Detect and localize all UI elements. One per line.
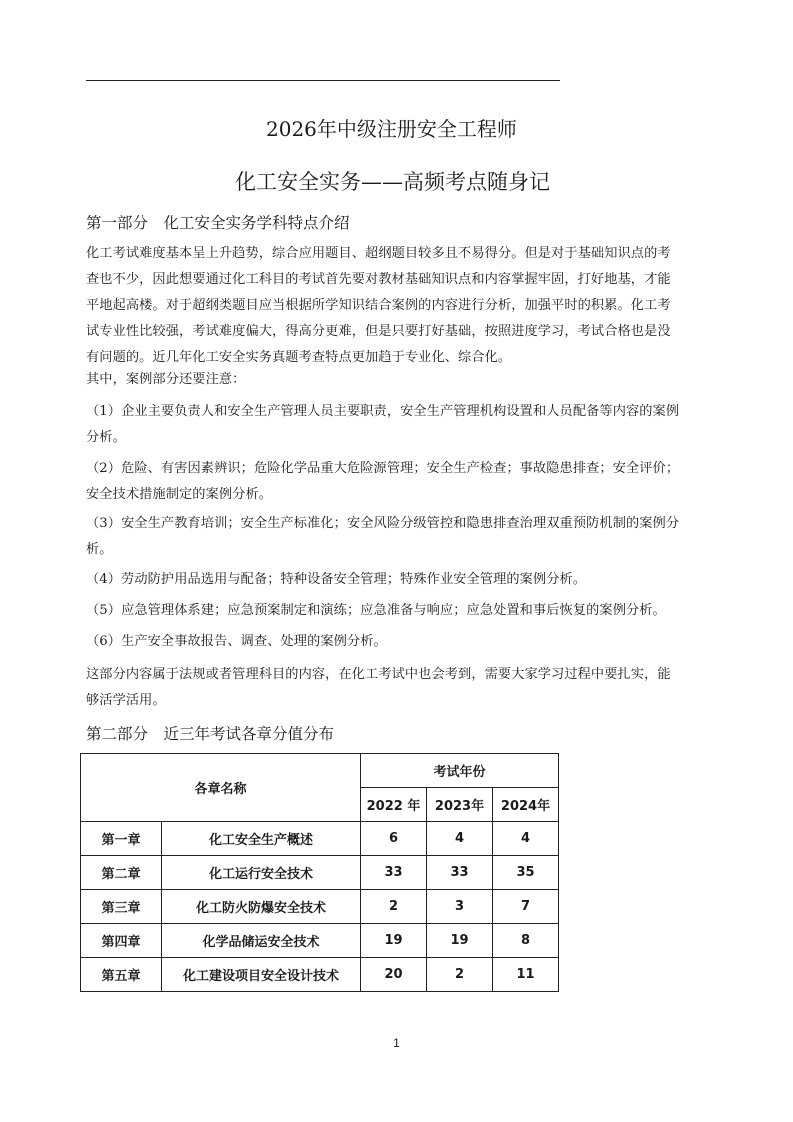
list-item-line: （5）应急管理体系建；应急预案制定和演练；应急准备与响应；应急处置和事后恢复的案例分析。 — [86, 603, 666, 618]
page-number: 1 — [393, 1036, 400, 1050]
table-row — [81, 856, 559, 890]
doc-subtitle — [181, 166, 735, 196]
score-cell: 4 — [427, 822, 493, 856]
chapter-cell: 第一章 — [81, 822, 162, 856]
score-cell: 11 — [493, 958, 559, 992]
score-distribution-table — [80, 753, 559, 992]
score-cell: 33 — [427, 856, 493, 890]
header-exam-year: 考试年份 — [361, 754, 559, 788]
score-cell: 20 — [361, 958, 427, 992]
section1-intro — [86, 241, 706, 371]
score-cell: 33 — [361, 856, 427, 890]
table-row — [81, 924, 559, 958]
table-row — [81, 822, 559, 856]
intro-line: 试专业性比较强，考试难度偏大，得高分更难，但是只要打好基础，按照进度学习，考试合格也是没 — [86, 324, 671, 339]
score-cell: 2 — [361, 890, 427, 924]
chapter-name-cell: 化工建设项目安全设计技术 — [162, 958, 361, 992]
section1-closing — [86, 662, 706, 714]
table-row — [81, 890, 559, 924]
closing-line: 这部分内容属于法规或者管理科目的内容，在化工考试中也会考到，需要大家学习过程中要扎实，能 — [86, 667, 671, 682]
chapter-cell: 第二章 — [81, 856, 162, 890]
list-item — [86, 511, 706, 563]
closing-line: 够活学活用。 — [86, 693, 166, 708]
intro-line: 有问题的。近几年化工安全实务真题考查特点更加趋于专业化、综合化。 — [86, 350, 512, 365]
header-year: 2024年 — [493, 788, 559, 822]
section1-heading: 第一部分 化工安全实务学科特点介绍 — [86, 214, 350, 232]
note-intro — [86, 367, 706, 393]
score-cell: 6 — [361, 822, 427, 856]
chapter-name-cell: 化学品储运安全技术 — [162, 924, 361, 958]
intro-line: 查也不少，因此想要通过化工科目的考试首先要对教材基础知识点和内容掌握牢固，打好地基，才能 — [86, 272, 671, 287]
intro-line: 化工考试难度基本呈上升趋势，综合应用题目、超纲题目较多且不易得分。但是对于基础知识点的考 — [86, 246, 671, 261]
score-cell: 19 — [427, 924, 493, 958]
score-cell: 4 — [493, 822, 559, 856]
header-year: 2022 年 — [361, 788, 427, 822]
doc-subtitle-text: 化工安全实务——高频考点随身记 — [235, 170, 550, 194]
score-cell: 35 — [493, 856, 559, 890]
list-item — [86, 456, 706, 508]
chapter-cell: 第三章 — [81, 890, 162, 924]
note-intro-text: 其中，案例部分还要注意： — [86, 372, 246, 387]
section2-heading: 第二部分 近三年考试各章分值分布 — [86, 725, 335, 743]
chapter-name-cell: 化工运行安全技术 — [162, 856, 361, 890]
table-row — [81, 958, 559, 992]
chapter-name-cell: 化工防火防爆安全技术 — [162, 890, 361, 924]
list-item-line: 安全技术措施制定的案例分析。 — [86, 487, 273, 502]
list-item-line: （6）生产安全事故报告、调查、处理的案例分析。 — [86, 634, 387, 649]
score-cell: 8 — [493, 924, 559, 958]
score-cell: 2 — [427, 958, 493, 992]
score-cell: 3 — [427, 890, 493, 924]
chapter-cell: 第四章 — [81, 924, 162, 958]
list-item-line: （2）危险、有害因素辨识；危险化学品重大危险源管理；安全生产检查；事故隐患排查；安全评价； — [86, 461, 680, 476]
list-item-line: （4）劳动防护用品选用与配备；特种设备安全管理；特殊作业安全管理的案例分析。 — [86, 572, 587, 587]
doc-title-text: 2026年中级注册安全工程师 — [266, 117, 517, 141]
chapter-name-cell: 化工安全生产概述 — [162, 822, 361, 856]
list-item-line: 分析。 — [86, 430, 126, 445]
list-item-line: （1）企业主要负责人和安全生产管理人员主要职责，安全生产管理机构设置和人员配备等内容的案例 — [86, 404, 680, 419]
header-year: 2023年 — [427, 788, 493, 822]
list-item-line: 析。 — [86, 542, 113, 557]
list-item-line: （3）安全生产教育培训；安全生产标准化；安全风险分级管控和隐患排查治理双重预防机制的案例分 — [86, 516, 680, 531]
list-item — [86, 399, 706, 451]
score-cell: 19 — [361, 924, 427, 958]
chapter-cell: 第五章 — [81, 958, 162, 992]
header-rule — [86, 80, 560, 81]
doc-title — [181, 113, 696, 142]
header-chapter-name: 各章名称 — [81, 754, 361, 822]
score-cell: 7 — [493, 890, 559, 924]
list-item — [86, 567, 706, 593]
intro-line: 平地起高楼。对于超纲类题目应当根据所学知识结合案例的内容进行分析，加强平时的积累。化工考 — [86, 298, 671, 313]
list-item — [86, 629, 706, 655]
list-item — [86, 598, 706, 624]
